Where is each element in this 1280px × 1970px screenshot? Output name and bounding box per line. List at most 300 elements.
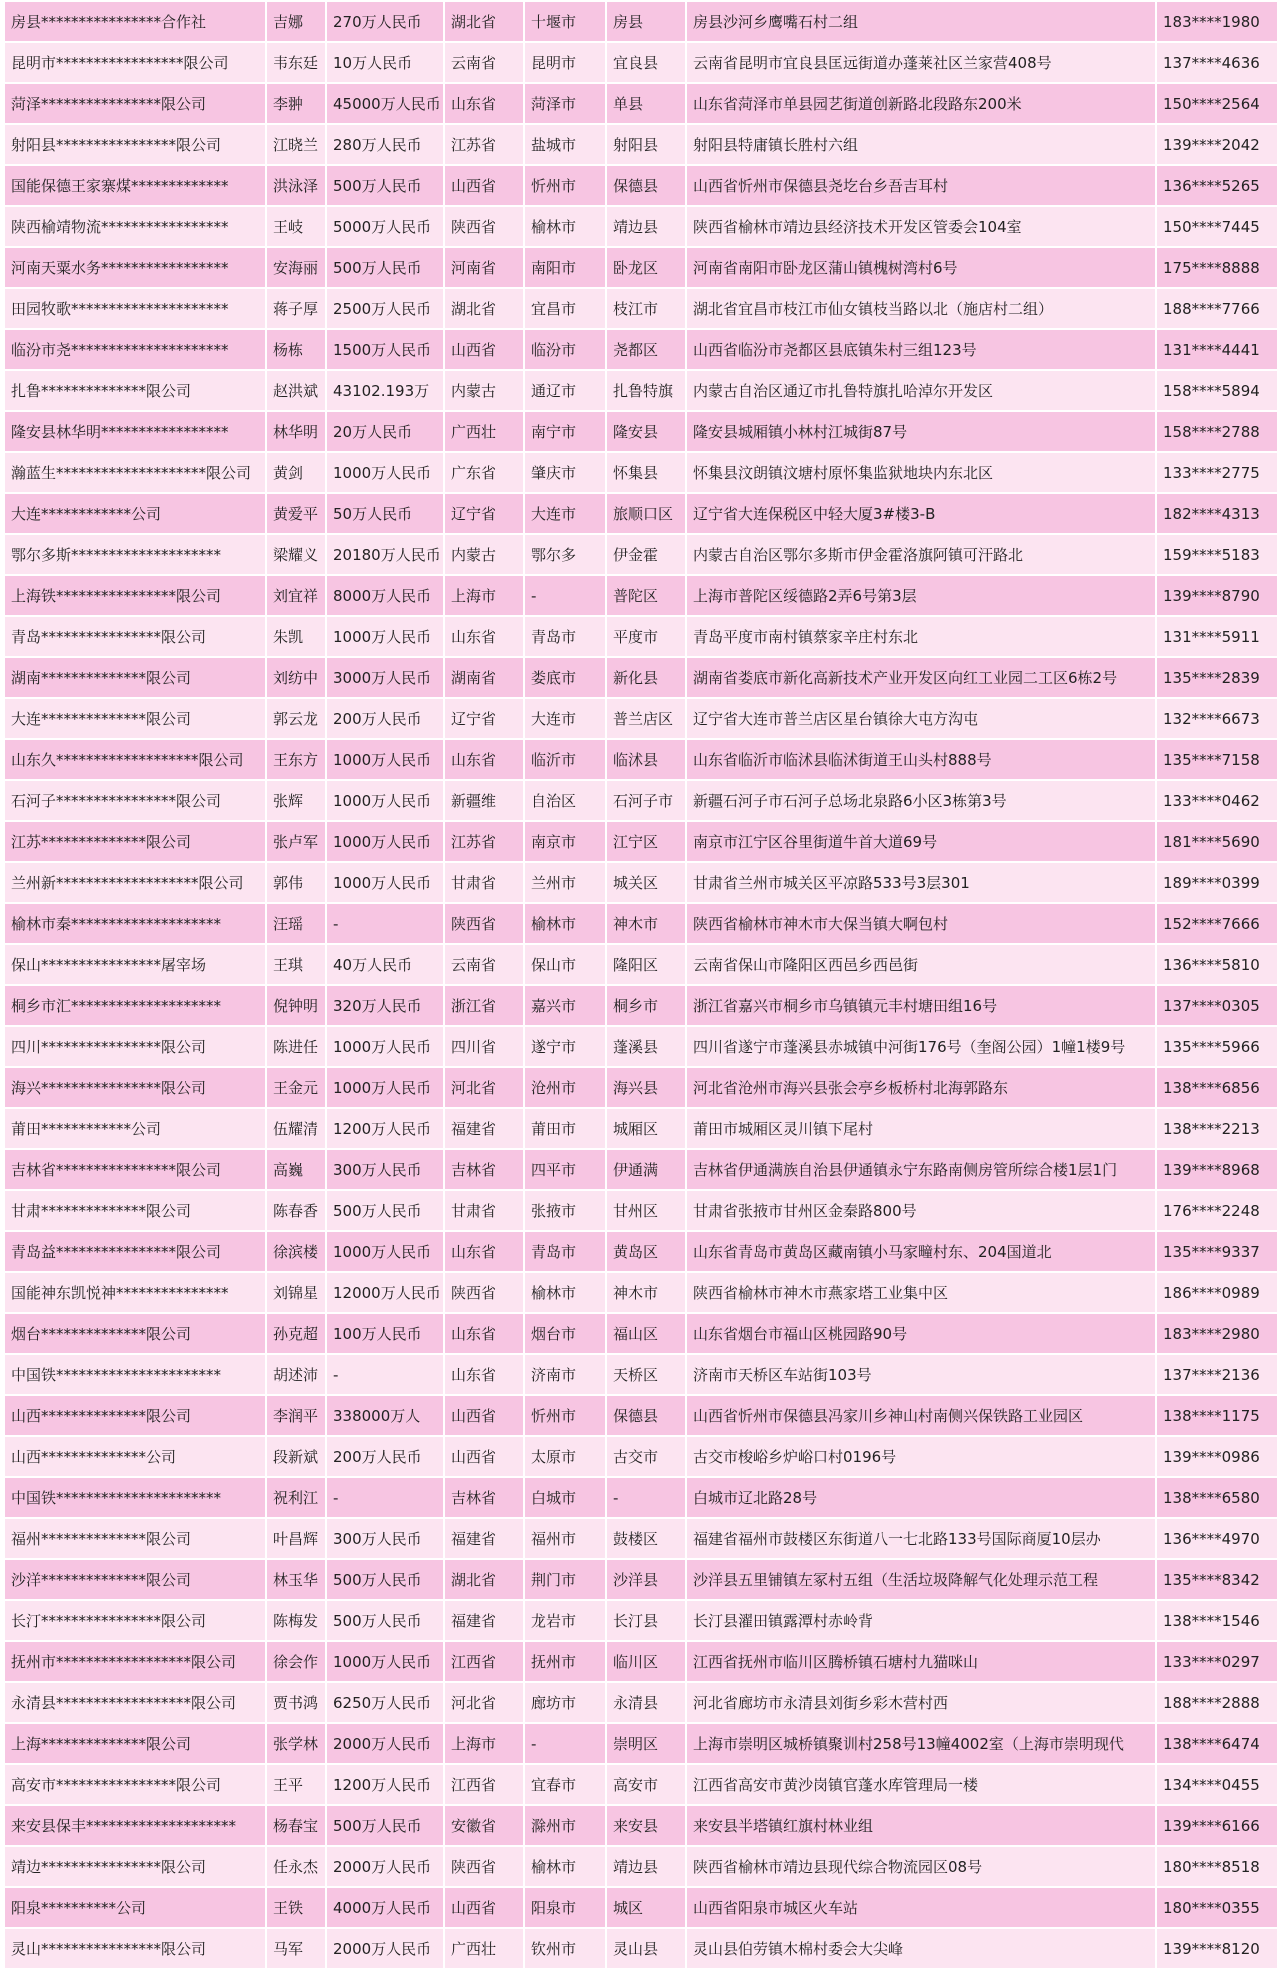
district-cell: 神木市 [606,903,686,944]
legal-representative-cell: 韦东廷 [266,42,326,83]
province-cell: 福建省 [444,1108,524,1149]
province-cell: 上海市 [444,1723,524,1764]
phone-cell: 135****5966 [1156,1026,1278,1067]
district-cell: 石河子市 [606,780,686,821]
phone-cell: 138****1175 [1156,1395,1278,1436]
phone-cell: 189****0399 [1156,862,1278,903]
table-row [4,83,1278,124]
registered-capital-cell: 45000万人民币 [326,83,444,124]
company-name-cell: 榆林市秦******************** [4,903,266,944]
table-row [4,985,1278,1026]
company-name-cell: 大连************公司 [4,493,266,534]
legal-representative-cell: 梁耀义 [266,534,326,575]
legal-representative-cell: 徐滨楼 [266,1231,326,1272]
province-cell: 湖南省 [444,657,524,698]
address-cell: 辽宁省大连市普兰店区星台镇徐大屯方沟屯 [686,698,1156,739]
address-cell: 辽宁省大连保税区中轻大厦3#楼3-B [686,493,1156,534]
table-row [4,1354,1278,1395]
table-row [4,247,1278,288]
district-cell: 单县 [606,83,686,124]
district-cell: 长汀县 [606,1600,686,1641]
city-cell: 鄂尔多 [524,534,606,575]
district-cell: 城区 [606,1887,686,1928]
province-cell: 江西省 [444,1764,524,1805]
registered-capital-cell: 500万人民币 [326,1190,444,1231]
city-cell: 盐城市 [524,124,606,165]
phone-cell: 139****6166 [1156,1805,1278,1846]
city-cell: 福州市 [524,1518,606,1559]
province-cell: 江苏省 [444,821,524,862]
company-name-cell: 中国铁********************** [4,1477,266,1518]
address-cell: 甘肃省兰州市城关区平凉路533号3层301 [686,862,1156,903]
table-row [4,698,1278,739]
address-cell: 隆安县城厢镇小林村江城街87号 [686,411,1156,452]
registered-capital-cell: 1000万人民币 [326,780,444,821]
company-name-cell: 中国铁********************** [4,1354,266,1395]
table-row [4,1846,1278,1887]
district-cell: 普兰店区 [606,698,686,739]
address-cell: 古交市梭峪乡炉峪口村0196号 [686,1436,1156,1477]
district-cell: 高安市 [606,1764,686,1805]
company-name-cell: 临汾市尧********************* [4,329,266,370]
city-cell: 青岛市 [524,616,606,657]
registered-capital-cell: 1000万人民币 [326,821,444,862]
table-row [4,1,1278,42]
city-cell: 廊坊市 [524,1682,606,1723]
city-cell: 太原市 [524,1436,606,1477]
district-cell: 保德县 [606,1395,686,1436]
province-cell: 山西省 [444,1395,524,1436]
city-cell: 兰州市 [524,862,606,903]
company-name-cell: 隆安县林华明***************** [4,411,266,452]
legal-representative-cell: 李翀 [266,83,326,124]
phone-cell: 180****0355 [1156,1887,1278,1928]
registered-capital-cell: 300万人民币 [326,1518,444,1559]
legal-representative-cell: 倪钟明 [266,985,326,1026]
province-cell: 广东省 [444,452,524,493]
legal-representative-cell: 郭云龙 [266,698,326,739]
district-cell: 城厢区 [606,1108,686,1149]
address-cell: 山东省烟台市福山区桃园路90号 [686,1313,1156,1354]
legal-representative-cell: 朱凯 [266,616,326,657]
phone-cell: 138****6474 [1156,1723,1278,1764]
address-cell: 来安县半塔镇红旗村林业组 [686,1805,1156,1846]
address-cell: 浙江省嘉兴市桐乡市乌镇镇元丰村塘田组16号 [686,985,1156,1026]
address-cell: 山西省忻州市保德县冯家川乡神山村南侧兴保铁路工业园区 [686,1395,1156,1436]
phone-cell: 159****5183 [1156,534,1278,575]
table-row [4,1272,1278,1313]
address-cell: 山东省青岛市黄岛区藏南镇小马家疃村东、204国道北 [686,1231,1156,1272]
company-name-cell: 吉林省****************限公司 [4,1149,266,1190]
table-row [4,288,1278,329]
legal-representative-cell: 陈春香 [266,1190,326,1231]
company-name-cell: 江苏**************限公司 [4,821,266,862]
registered-capital-cell: 2000万人民币 [326,1846,444,1887]
address-cell: 江西省抚州市临川区腾桥镇石塘村九猫咪山 [686,1641,1156,1682]
table-row [4,42,1278,83]
table-row [4,1395,1278,1436]
company-name-cell: 国能保德王家寨煤************* [4,165,266,206]
registered-capital-cell: 20万人民币 [326,411,444,452]
city-cell: 阳泉市 [524,1887,606,1928]
phone-cell: 135****8342 [1156,1559,1278,1600]
phone-cell: 132****6673 [1156,698,1278,739]
registered-capital-cell: 1000万人民币 [326,1067,444,1108]
company-name-cell: 抚州市******************限公司 [4,1641,266,1682]
district-cell: 海兴县 [606,1067,686,1108]
phone-cell: 176****2248 [1156,1190,1278,1231]
legal-representative-cell: 胡述沛 [266,1354,326,1395]
registered-capital-cell: - [326,1477,444,1518]
table-row [4,329,1278,370]
legal-representative-cell: 刘宜祥 [266,575,326,616]
district-cell: 天桥区 [606,1354,686,1395]
phone-cell: 133****0462 [1156,780,1278,821]
city-cell: 济南市 [524,1354,606,1395]
city-cell: 遂宁市 [524,1026,606,1067]
phone-cell: 150****2564 [1156,83,1278,124]
city-cell: 自治区 [524,780,606,821]
phone-cell: 175****8888 [1156,247,1278,288]
phone-cell: 138****2213 [1156,1108,1278,1149]
registered-capital-cell: 500万人民币 [326,1600,444,1641]
province-cell: 内蒙古 [444,534,524,575]
province-cell: 山西省 [444,165,524,206]
phone-cell: 138****6856 [1156,1067,1278,1108]
company-name-cell: 青岛益****************限公司 [4,1231,266,1272]
address-cell: 沙洋县五里铺镇左冢村五组（生活垃圾降解气化处理示范工程 [686,1559,1156,1600]
province-cell: 山西省 [444,1887,524,1928]
phone-cell: 136****4970 [1156,1518,1278,1559]
district-cell: 射阳县 [606,124,686,165]
legal-representative-cell: 王岐 [266,206,326,247]
table-row [4,1026,1278,1067]
city-cell: 临汾市 [524,329,606,370]
address-cell: 陕西省榆林市神木市大保当镇大啊包村 [686,903,1156,944]
province-cell: 陕西省 [444,1846,524,1887]
phone-cell: 181****5690 [1156,821,1278,862]
city-cell: 龙岩市 [524,1600,606,1641]
legal-representative-cell: 刘锦星 [266,1272,326,1313]
district-cell: 桐乡市 [606,985,686,1026]
phone-cell: 188****7766 [1156,288,1278,329]
phone-cell: 183****1980 [1156,1,1278,42]
registered-capital-cell: - [326,903,444,944]
province-cell: 吉林省 [444,1477,524,1518]
legal-representative-cell: 王平 [266,1764,326,1805]
province-cell: 陕西省 [444,903,524,944]
district-cell: 黄岛区 [606,1231,686,1272]
company-name-cell: 昆明市*****************限公司 [4,42,266,83]
province-cell: 吉林省 [444,1149,524,1190]
company-name-cell: 阳泉**********公司 [4,1887,266,1928]
registered-capital-cell: 40万人民币 [326,944,444,985]
company-name-cell: 桐乡市汇******************** [4,985,266,1026]
city-cell: 白城市 [524,1477,606,1518]
district-cell: 枝江市 [606,288,686,329]
phone-cell: 131****4441 [1156,329,1278,370]
district-cell: 临沭县 [606,739,686,780]
legal-representative-cell: 徐会作 [266,1641,326,1682]
registered-capital-cell: 200万人民币 [326,698,444,739]
company-name-cell: 陕西榆靖物流***************** [4,206,266,247]
registered-capital-cell: 43102.193万 [326,370,444,411]
district-cell: 尧都区 [606,329,686,370]
district-cell: - [606,1477,686,1518]
province-cell: 内蒙古 [444,370,524,411]
province-cell: 甘肃省 [444,862,524,903]
city-cell: 荆门市 [524,1559,606,1600]
legal-representative-cell: 王金元 [266,1067,326,1108]
city-cell: 菏泽市 [524,83,606,124]
phone-cell: 138****1546 [1156,1600,1278,1641]
province-cell: 山东省 [444,1313,524,1354]
province-cell: 湖北省 [444,288,524,329]
address-cell: 房县沙河乡鹰嘴石村二组 [686,1,1156,42]
table-row [4,1108,1278,1149]
company-name-cell: 靖边****************限公司 [4,1846,266,1887]
district-cell: 怀集县 [606,452,686,493]
company-name-cell: 甘肃**************限公司 [4,1190,266,1231]
table-row [4,821,1278,862]
table-row [4,575,1278,616]
legal-representative-cell: 赵洪斌 [266,370,326,411]
city-cell: 忻州市 [524,1395,606,1436]
province-cell: 广西壮 [444,1928,524,1969]
table-row [4,370,1278,411]
legal-representative-cell: 黄剑 [266,452,326,493]
address-cell: 江西省高安市黄沙岗镇官蓬水库管理局一楼 [686,1764,1156,1805]
address-cell: 陕西省榆林市靖边县现代综合物流园区08号 [686,1846,1156,1887]
company-name-cell: 沙洋**************限公司 [4,1559,266,1600]
legal-representative-cell: 王东方 [266,739,326,780]
city-cell: 十堰市 [524,1,606,42]
phone-cell: 158****2788 [1156,411,1278,452]
legal-representative-cell: 任永杰 [266,1846,326,1887]
province-cell: 云南省 [444,42,524,83]
province-cell: 湖北省 [444,1559,524,1600]
registered-capital-cell: 270万人民币 [326,1,444,42]
company-name-cell: 瀚蓝生********************限公司 [4,452,266,493]
district-cell: 甘州区 [606,1190,686,1231]
city-cell: 通辽市 [524,370,606,411]
address-cell: 山西省阳泉市城区火车站 [686,1887,1156,1928]
district-cell: 新化县 [606,657,686,698]
company-name-cell: 灵山****************限公司 [4,1928,266,1969]
province-cell: 河北省 [444,1067,524,1108]
legal-representative-cell: 杨栋 [266,329,326,370]
phone-cell: 137****2136 [1156,1354,1278,1395]
table-row [4,1682,1278,1723]
address-cell: 新疆石河子市石河子总场北泉路6小区3栋第3号 [686,780,1156,821]
legal-representative-cell: 洪泳泽 [266,165,326,206]
registered-capital-cell: 1200万人民币 [326,1108,444,1149]
address-cell: 南京市江宁区谷里街道牛首大道69号 [686,821,1156,862]
province-cell: 山西省 [444,329,524,370]
company-name-cell: 国能神东凯悦神*************** [4,1272,266,1313]
address-cell: 山东省临沂市临沭县临沭街道王山头村888号 [686,739,1156,780]
table-row [4,1600,1278,1641]
table-row [4,534,1278,575]
province-cell: 福建省 [444,1518,524,1559]
company-name-cell: 河南天粟水务***************** [4,247,266,288]
company-name-cell: 来安县保丰******************** [4,1805,266,1846]
district-cell: 来安县 [606,1805,686,1846]
phone-cell: 139****8120 [1156,1928,1278,1969]
legal-representative-cell: 伍耀清 [266,1108,326,1149]
phone-cell: 136****5810 [1156,944,1278,985]
registered-capital-cell: 2000万人民币 [326,1928,444,1969]
legal-representative-cell: 李润平 [266,1395,326,1436]
company-name-cell: 保山****************屠宰场 [4,944,266,985]
table-row [4,452,1278,493]
registered-capital-cell: 8000万人民币 [326,575,444,616]
city-cell: 烟台市 [524,1313,606,1354]
table-row [4,1436,1278,1477]
city-cell: 榆林市 [524,1272,606,1313]
province-cell: 河南省 [444,247,524,288]
city-cell: 嘉兴市 [524,985,606,1026]
company-name-cell: 山东久*******************限公司 [4,739,266,780]
phone-cell: 136****5265 [1156,165,1278,206]
company-name-cell: 福州**************限公司 [4,1518,266,1559]
phone-cell: 152****7666 [1156,903,1278,944]
company-name-cell: 大连**************限公司 [4,698,266,739]
address-cell: 云南省昆明市宜良县匡远街道办蓬莱社区兰家营408号 [686,42,1156,83]
city-cell: 四平市 [524,1149,606,1190]
province-cell: 甘肃省 [444,1190,524,1231]
table-row [4,165,1278,206]
table-row [4,944,1278,985]
district-cell: 蓬溪县 [606,1026,686,1067]
district-cell: 鼓楼区 [606,1518,686,1559]
table-row [4,1518,1278,1559]
city-cell: 宜春市 [524,1764,606,1805]
city-cell: 忻州市 [524,165,606,206]
company-name-cell: 四川****************限公司 [4,1026,266,1067]
legal-representative-cell: 吉娜 [266,1,326,42]
phone-cell: 180****8518 [1156,1846,1278,1887]
city-cell: 莆田市 [524,1108,606,1149]
company-name-cell: 上海铁****************限公司 [4,575,266,616]
registered-capital-cell: 1000万人民币 [326,1026,444,1067]
company-table [3,0,1279,1970]
province-cell: 江西省 [444,1641,524,1682]
legal-representative-cell: 安海丽 [266,247,326,288]
province-cell: 山西省 [444,1436,524,1477]
phone-cell: 158****5894 [1156,370,1278,411]
registered-capital-cell: 1200万人民币 [326,1764,444,1805]
table-row [4,1190,1278,1231]
legal-representative-cell: 陈进任 [266,1026,326,1067]
legal-representative-cell: 王铁 [266,1887,326,1928]
city-cell: 青岛市 [524,1231,606,1272]
province-cell: 上海市 [444,575,524,616]
district-cell: 神木市 [606,1272,686,1313]
legal-representative-cell: 黄爱平 [266,493,326,534]
province-cell: 辽宁省 [444,698,524,739]
province-cell: 四川省 [444,1026,524,1067]
address-cell: 四川省遂宁市蓬溪县赤城镇中河街176号（奎阁公园）1幢1楼9号 [686,1026,1156,1067]
address-cell: 山西省忻州市保德县尧圪台乡吾吉耳村 [686,165,1156,206]
table-row [4,739,1278,780]
address-cell: 云南省保山市隆阳区西邑乡西邑街 [686,944,1156,985]
address-cell: 上海市普陀区绥德路2弄6号第3层 [686,575,1156,616]
registered-capital-cell: 100万人民币 [326,1313,444,1354]
legal-representative-cell: 孙克超 [266,1313,326,1354]
province-cell: 陕西省 [444,1272,524,1313]
district-cell: 永清县 [606,1682,686,1723]
phone-cell: 188****2888 [1156,1682,1278,1723]
registered-capital-cell: 500万人民币 [326,1559,444,1600]
city-cell: 娄底市 [524,657,606,698]
province-cell: 陕西省 [444,206,524,247]
district-cell: 灵山县 [606,1928,686,1969]
city-cell: - [524,575,606,616]
address-cell: 吉林省伊通满族自治县伊通镇永宁东路南侧房管所综合楼1层1门 [686,1149,1156,1190]
company-name-cell: 石河子****************限公司 [4,780,266,821]
registered-capital-cell: 1000万人民币 [326,616,444,657]
table-row [4,1149,1278,1190]
phone-cell: 182****4313 [1156,493,1278,534]
address-cell: 内蒙古自治区通辽市扎鲁特旗扎哈淖尔开发区 [686,370,1156,411]
company-name-cell: 莆田************公司 [4,1108,266,1149]
phone-cell: 139****8790 [1156,575,1278,616]
company-name-cell: 上海**************限公司 [4,1723,266,1764]
table-row [4,616,1278,657]
city-cell: 大连市 [524,493,606,534]
phone-cell: 139****0986 [1156,1436,1278,1477]
city-cell: 临沂市 [524,739,606,780]
district-cell: 伊金霍 [606,534,686,575]
phone-cell: 135****2839 [1156,657,1278,698]
province-cell: 山东省 [444,1231,524,1272]
legal-representative-cell: 林华明 [266,411,326,452]
city-cell: 南宁市 [524,411,606,452]
registered-capital-cell: 320万人民币 [326,985,444,1026]
district-cell: 崇明区 [606,1723,686,1764]
registered-capital-cell: 1500万人民币 [326,329,444,370]
district-cell: 卧龙区 [606,247,686,288]
registered-capital-cell: 6250万人民币 [326,1682,444,1723]
registered-capital-cell: 1000万人民币 [326,1641,444,1682]
phone-cell: 131****5911 [1156,616,1278,657]
address-cell: 河北省沧州市海兴县张会亭乡板桥村北海郭路东 [686,1067,1156,1108]
table-row [4,1723,1278,1764]
province-cell: 山东省 [444,83,524,124]
city-cell: 昆明市 [524,42,606,83]
district-cell: 临川区 [606,1641,686,1682]
registered-capital-cell: 280万人民币 [326,124,444,165]
table-row [4,780,1278,821]
legal-representative-cell: 王琪 [266,944,326,985]
phone-cell: 134****0455 [1156,1764,1278,1805]
city-cell: 大连市 [524,698,606,739]
registered-capital-cell: 12000万人民币 [326,1272,444,1313]
phone-cell: 139****2042 [1156,124,1278,165]
registered-capital-cell: 1000万人民币 [326,1231,444,1272]
city-cell: 榆林市 [524,903,606,944]
registered-capital-cell: 1000万人民币 [326,862,444,903]
legal-representative-cell: 张辉 [266,780,326,821]
legal-representative-cell: 江晓兰 [266,124,326,165]
legal-representative-cell: 高巍 [266,1149,326,1190]
phone-cell: 186****0989 [1156,1272,1278,1313]
table-row [4,903,1278,944]
district-cell: 伊通满 [606,1149,686,1190]
table-row [4,1559,1278,1600]
legal-representative-cell: 张卢军 [266,821,326,862]
